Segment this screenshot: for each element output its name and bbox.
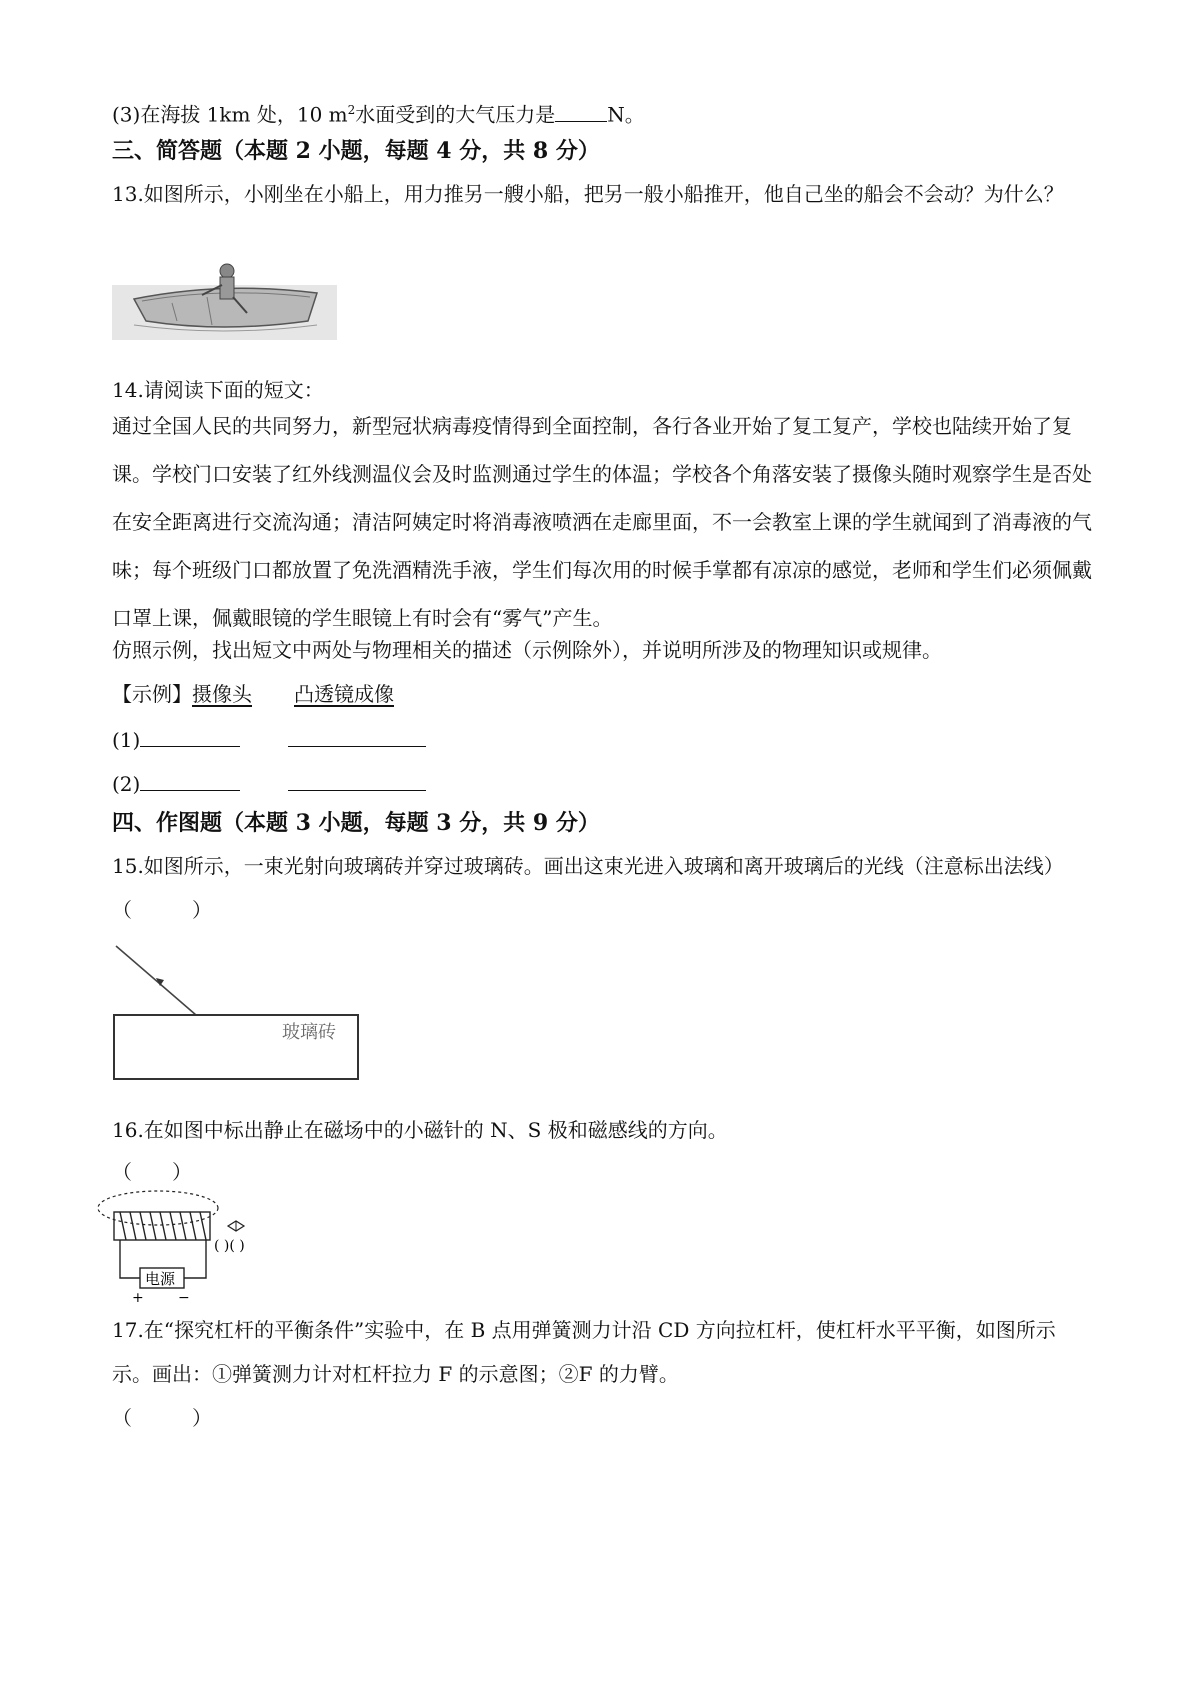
question-14-instruction: 仿照示例，找出短文中两处与物理相关的描述（示例除外），并说明所涉及的物理知识或规律。 (112, 638, 942, 662)
q12-3-mid: 水面受到的大气压力是 (355, 102, 556, 127)
question-17-line-1: 17.在“探究杠杆的平衡条件”实验中，在 B 点用弹簧测力计沿 CD 方向拉杠杆，使杠杆水平平衡，如图所示 (112, 1318, 1056, 1342)
glass-brick-figure (112, 940, 362, 1082)
question-17-line-2: 示。画出：①弹簧测力计对杠杆拉力 F 的示意图；②F 的力臂。 (112, 1362, 679, 1386)
q12-3-prefix: (3)在海拔 1km 处，10 m (112, 102, 348, 127)
question-14-intro: 14.请阅读下面的短文： (112, 378, 324, 402)
answer-paren-15[interactable]: （ ） (112, 898, 212, 922)
example-label: 【示例】 (112, 682, 192, 706)
section-4-heading: 四、作图题（本题 3 小题，每题 3 分，共 9 分） (112, 810, 600, 836)
example-law: 凸透镜成像 (294, 682, 394, 706)
q12-3-suffix: N。 (607, 102, 645, 127)
answer-2-law-blank[interactable] (288, 768, 426, 791)
q12-3-superscript: 2 (347, 103, 356, 117)
example-description: 摄像头 (192, 682, 252, 706)
question-14-example (112, 680, 394, 708)
field-line (98, 1191, 218, 1225)
question-15: 15.如图所示，一束光射向玻璃砖并穿过玻璃砖。画出这束光进入玻璃和离开玻璃后的光线（注意标出法线） (112, 854, 1064, 878)
answer-1-description-blank[interactable] (140, 724, 240, 747)
question-14-passage: 通过全国人民的共同努力，新型冠状病毒疫情得到全面控制，各行各业开始了复工复产，学校也陆续开始了复课。学校门口安装了红外线测温仪会及时监测通过学生的体温；学校各个角落安装了摄像头随时观察学生是否处在安全距离进行交流沟通；清洁阿姨定时将消毒液喷洒在走廊里面，不一会教室上课的学生就闻到了消毒液的气味；每个班级门口都放置了免洗酒精洗手液，学生们每次用的时候手掌都有凉凉的感觉，老师和学生们必须佩戴口罩上课，佩戴眼镜的学生眼镜上有时会有“雾气”产生。 (112, 414, 1092, 630)
answer-paren-16[interactable]: （ ） (112, 1160, 192, 1184)
solenoid-figure (96, 1188, 286, 1306)
power-source-label: 电源 (145, 1270, 176, 1288)
pole-answer-parens[interactable]: ( )( ) (214, 1238, 245, 1254)
answer-1-law-blank[interactable] (288, 724, 426, 747)
answer-row-2 (112, 768, 426, 798)
question-12-3 (112, 96, 645, 129)
answer-2-description-blank[interactable] (140, 768, 240, 791)
boat-figure (112, 255, 337, 340)
answer-row-1-label: (1) (112, 728, 141, 752)
glass-brick-label: 玻璃砖 (282, 1022, 336, 1043)
question-16: 16.在如图中标出静止在磁场中的小磁针的 N、S 极和磁感线的方向。 (112, 1118, 728, 1142)
plus-terminal: + (132, 1290, 144, 1306)
question-13: 13.如图所示，小刚坐在小船上，用力推另一艘小船，把另一般小船推开，他自己坐的船会不会动？为什么？ (112, 182, 1064, 206)
answer-blank[interactable] (555, 99, 607, 122)
answer-row-2-label: (2) (112, 772, 141, 796)
minus-terminal: − (178, 1290, 190, 1306)
section-3-heading: 三、简答题（本题 2 小题，每题 4 分，共 8 分） (112, 138, 600, 164)
answer-row-1 (112, 724, 426, 754)
answer-paren-17[interactable]: （ ） (112, 1406, 212, 1430)
